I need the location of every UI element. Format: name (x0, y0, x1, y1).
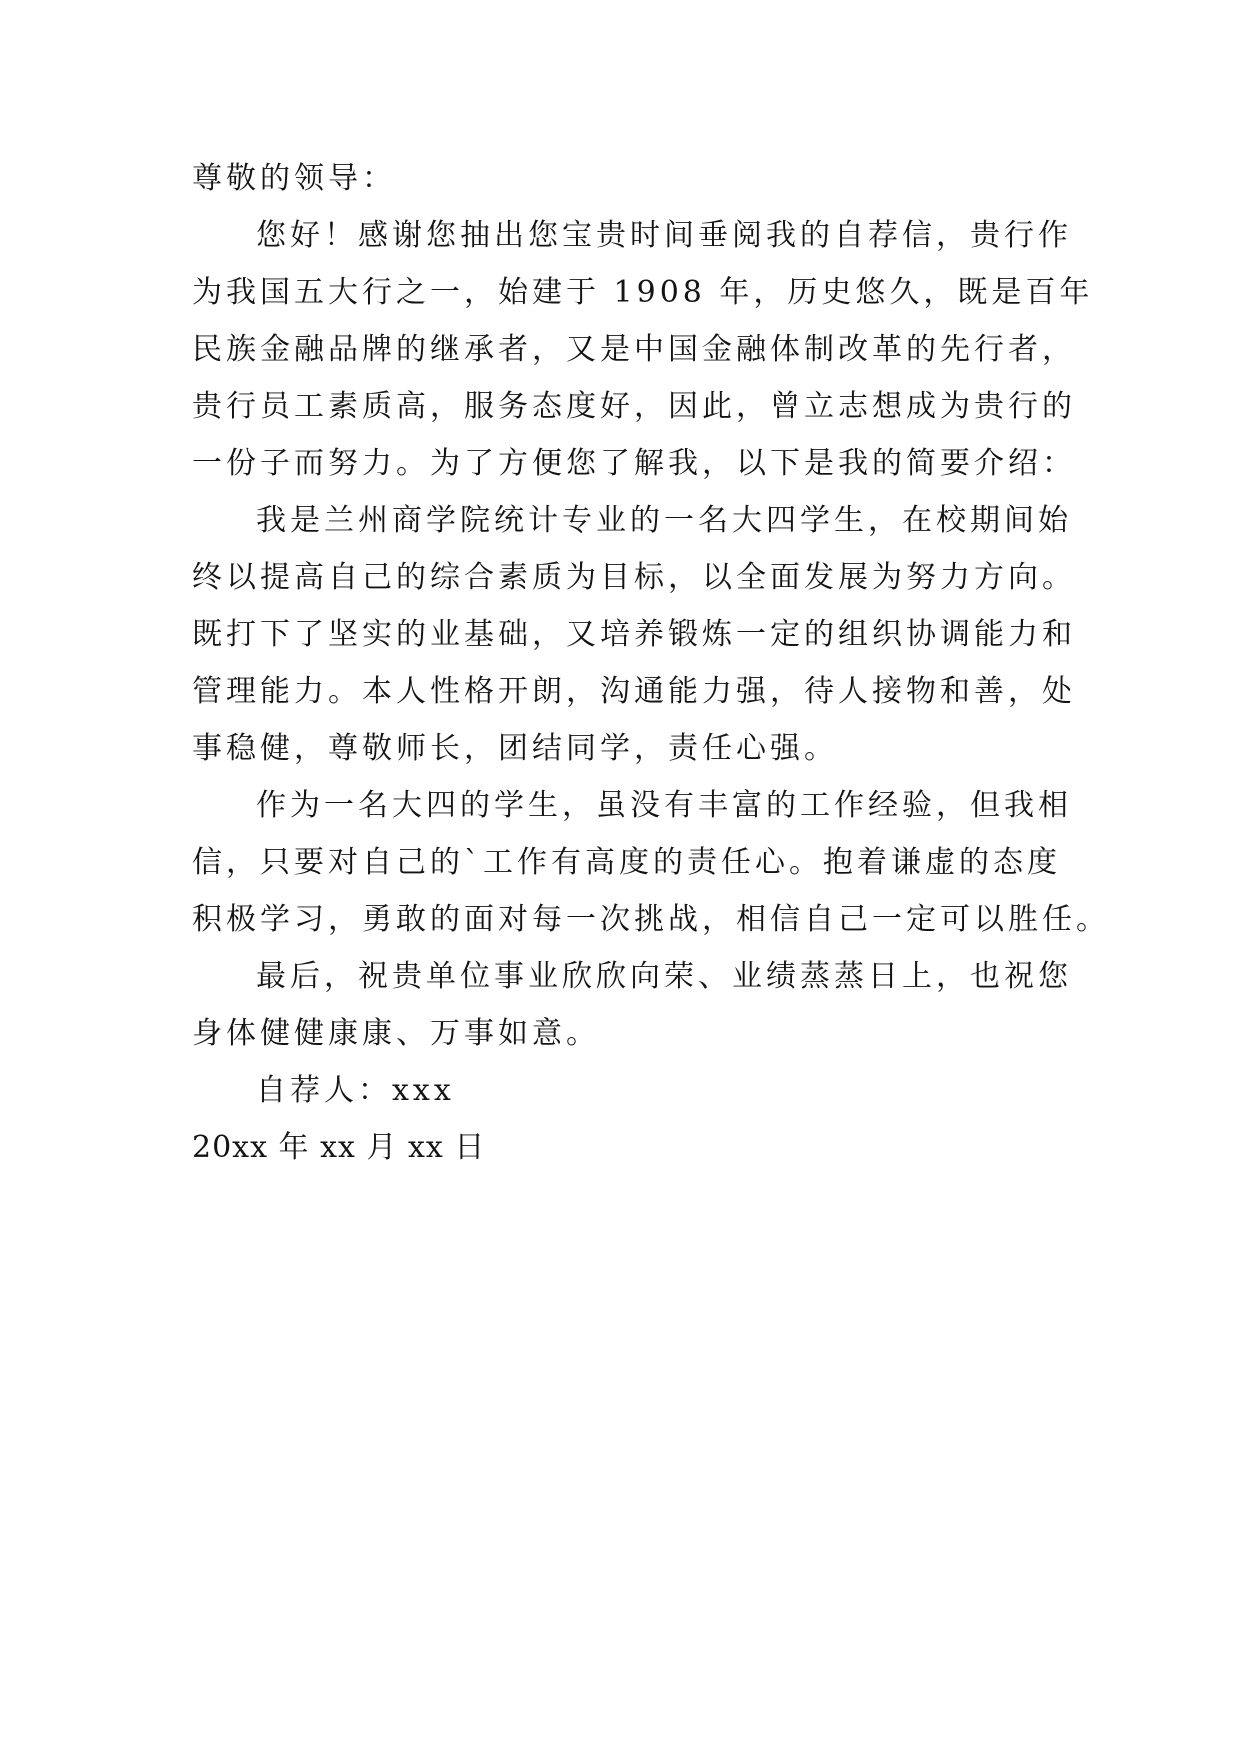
paragraph-self-introduction (192, 492, 1076, 777)
paragraph-line: 您好！感谢您抽出您宝贵时间垂阅我的自荐信，贵行作 (256, 218, 1072, 253)
paragraph-line: 终以提高自己的综合素质为目标，以全面发展为努力方向。 (192, 560, 1076, 595)
paragraph-line: 为我国五大行之一，始建于 1908 年，历史悠久，既是百年 (192, 275, 1094, 310)
paragraph-commitment (192, 777, 1110, 948)
signature: 自荐人：xxx (256, 1073, 455, 1108)
paragraph-greeting (192, 207, 1094, 492)
paragraph-line: 事稳健，尊敬师长，团结同学，责任心强。 (192, 731, 838, 766)
paragraph-line: 积极学习，勇敢的面对每一次挑战，相信自己一定可以胜任。 (192, 902, 1110, 937)
paragraph-line: 管理能力。本人性格开朗，沟通能力强，待人接物和善，处 (192, 674, 1076, 709)
date: 20xx 年 xx 月 xx 日 (192, 1130, 486, 1165)
cover-letter (192, 150, 1110, 1176)
paragraph-line: 一份子而努力。为了方便您了解我，以下是我的简要介绍： (192, 446, 1076, 481)
paragraph-line: 贵行员工素质高，服务态度好，因此，曾立志想成为贵行的 (192, 389, 1076, 424)
paragraph-line: 民族金融品牌的继承者，又是中国金融体制改革的先行者， (192, 332, 1076, 367)
paragraph-closing (192, 948, 1072, 1062)
salutation: 尊敬的领导： (192, 161, 396, 196)
paragraph-line: 我是兰州商学院统计专业的一名大四学生，在校期间始 (256, 503, 1072, 538)
paragraph-line: 身体健健康康、万事如意。 (192, 1016, 600, 1051)
paragraph-line: 最后，祝贵单位事业欣欣向荣、业绩蒸蒸日上，也祝您 (256, 959, 1072, 994)
paragraph-line: 信，只要对自己的`工作有高度的责任心。抱着谦虚的态度 (192, 845, 1061, 880)
paragraph-line: 既打下了坚实的业基础，又培养锻炼一定的组织协调能力和 (192, 617, 1076, 652)
paragraph-line: 作为一名大四的学生，虽没有丰富的工作经验，但我相 (256, 788, 1072, 823)
